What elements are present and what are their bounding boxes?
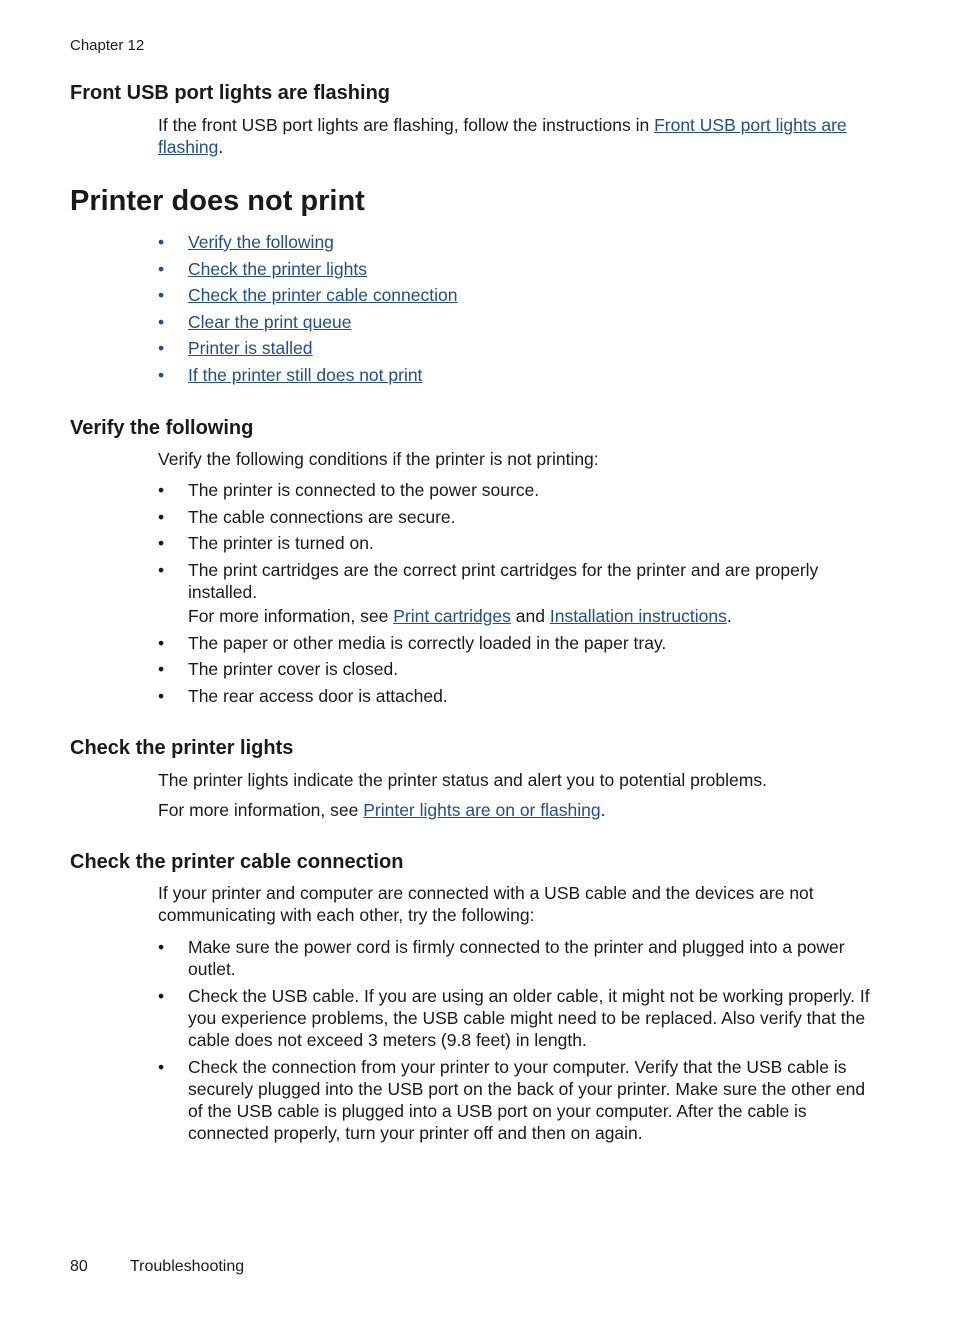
usb-text-before: If the front USB port lights are flashing, follow the instructions in [158, 115, 655, 135]
bullet: • [158, 480, 165, 500]
footer-section-title: Troubleshooting [130, 1258, 245, 1275]
lights-text: The printer lights indicate the printer status and alert you to potential problems. [158, 770, 767, 790]
toc-link-lights[interactable]: Check the printer lights [188, 259, 367, 279]
period: . [600, 800, 606, 820]
link-printer-lights[interactable]: Printer lights are on or flashing [363, 800, 601, 820]
more-info-prefix: For more information, see [188, 606, 394, 626]
verify-item-text: The printer is turned on. [188, 533, 374, 553]
verify-intro: Verify the following conditions if the printer is not printing: [158, 449, 599, 469]
verify-heading: Verify the following [70, 417, 254, 439]
verify-item-text: The cable connections are secure. [188, 507, 456, 527]
and-text: and [510, 606, 550, 626]
bullet: • [158, 1057, 165, 1077]
verify-item-text: The printer is connected to the power source. [188, 480, 540, 500]
link-print-cartridges[interactable]: Print cartridges [393, 606, 511, 626]
bullet: • [158, 232, 165, 252]
cable-item-text: Make sure the power cord is firmly connected to the printer and plugged into a power outlet. [188, 937, 845, 979]
chapter-header: Chapter 12 [70, 37, 145, 54]
bullet: • [158, 560, 165, 580]
verify-item-text: The printer cover is closed. [188, 659, 399, 679]
bullet: • [158, 507, 165, 527]
bullet: • [158, 686, 165, 706]
bullet: • [158, 937, 165, 957]
bullet: • [158, 259, 165, 279]
lights-more-info [158, 799, 605, 821]
bullet: • [158, 285, 165, 305]
bullet: • [158, 338, 165, 358]
toc-link-queue[interactable]: Clear the print queue [188, 312, 352, 332]
bullet: • [158, 365, 165, 385]
usb-text-after: . [218, 137, 224, 157]
usb-section-paragraph [158, 114, 878, 158]
verify-more-info [188, 605, 732, 627]
usb-link-line1[interactable]: Front USB port lights are [654, 115, 847, 135]
bullet: • [158, 312, 165, 332]
cable-heading: Check the printer cable connection [70, 851, 404, 873]
link-installation-instructions[interactable]: Installation instructions [549, 606, 727, 626]
bullet: • [158, 659, 165, 679]
verify-item-text: The paper or other media is correctly loaded in the paper tray. [188, 633, 667, 653]
usb-link-line2[interactable]: flashing [158, 137, 219, 157]
period: . [726, 606, 732, 626]
cable-item-text: Check the USB cable. If you are using an older cable, it might not be working properly. If you experience problems, the USB cable might need to be replaced. Also verify that the cable does not exceed 3 meters (9.8 feet) in length. [188, 986, 870, 1050]
bullet: • [158, 533, 165, 553]
more-info-prefix: For more information, see [158, 800, 364, 820]
toc-link-cable[interactable]: Check the printer cable connection [188, 285, 458, 305]
cable-intro: If your printer and computer are connected with a USB cable and the devices are not communicating with each other, try the following: [158, 883, 814, 925]
page-title: Printer does not print [70, 185, 365, 217]
bullet: • [158, 633, 165, 653]
verify-item-text: The print cartridges are the correct print cartridges for the printer and are properly installed. [188, 560, 819, 602]
page-number: 80 [70, 1258, 88, 1275]
verify-item-text: The rear access door is attached. [188, 686, 448, 706]
cable-item-text: Check the connection from your printer to your computer. Verify that the USB cable is securely plugged into the USB port on the back of your printer. Make sure the other end of the USB cable is plugged into a USB port on your computer. After the cable is connected properly, turn your printer off and then on again. [188, 1057, 866, 1143]
toc-link-verify[interactable]: Verify the following [188, 232, 334, 252]
toc-link-stalled[interactable]: Printer is stalled [188, 338, 313, 358]
bullet: • [158, 986, 165, 1006]
lights-heading: Check the printer lights [70, 737, 294, 759]
usb-section-heading: Front USB port lights are flashing [70, 82, 391, 104]
toc-link-still-not-print[interactable]: If the printer still does not print [188, 365, 423, 385]
